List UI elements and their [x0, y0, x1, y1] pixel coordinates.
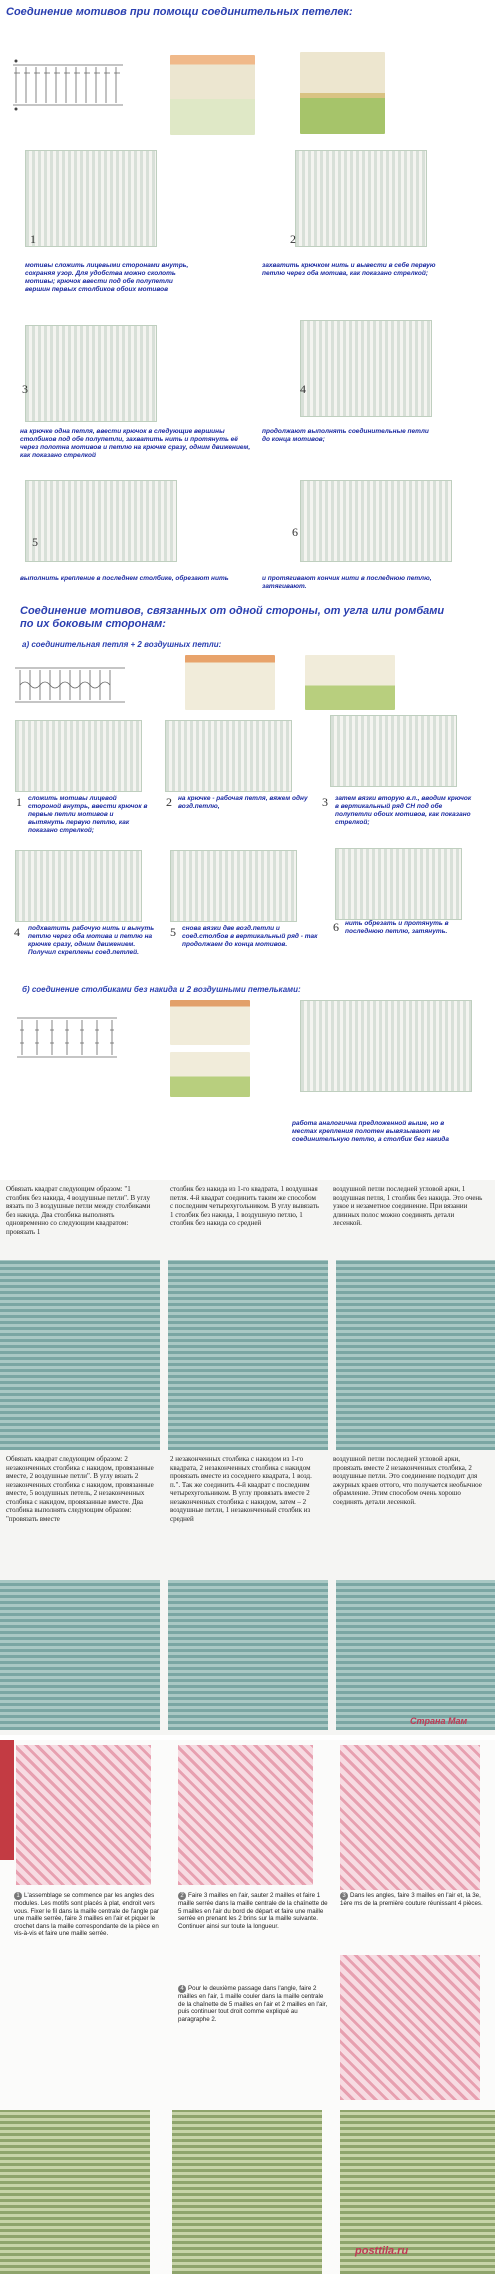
crochet-chart-3: [12, 1010, 122, 1065]
s2-step4-number: 4: [14, 925, 20, 939]
step1-caption: мотивы сложить лицевыми сторонами внутрь, сохраняя узор. Для удобства можно сколоть мотивы; крючок ввести под обе полупетли вершин первых столбиков обоих мотивов: [25, 262, 189, 293]
step3-number: 3: [22, 382, 28, 396]
s4-green-2: [172, 2110, 322, 2274]
step4-illustration: [300, 320, 432, 417]
step2-number: 2: [290, 232, 296, 246]
s2-step3-number: 3: [322, 795, 328, 809]
s2-step5-number: 5: [170, 925, 176, 939]
swatch-photo-2: [300, 52, 385, 134]
s3-col1-mid: Обвязать квадрат следующим образом: 2 незаконченных столбика с накидом, провязанные вместе, 2 воздушные петли". В углу вязать 2 незаконченных столбика с накидом, провязанные вместе, 5 воздушных петель, 2 незаконченных столбика с накидом, провязанные вместе. Два столбика выполнять следующим образом: "провязать вместе: [6, 1455, 154, 1523]
step3-illustration: [25, 325, 157, 422]
s2-step6-illustration: [335, 848, 462, 920]
s2-step6-caption: нить обрезать и протянуть в последнюю петлю, затянуть.: [345, 920, 449, 935]
s2-step4-illustration: [15, 850, 142, 922]
s2-step4-caption: подхватить рабочую нить и вынуть петлю через оба мотива и петлю на крючке сразу, одним движением. Получил скреплены соед.петлей.: [28, 925, 155, 956]
s4-badge-2: 2: [178, 1892, 186, 1900]
step6-number: 6: [292, 525, 298, 539]
s4-step4: [178, 1985, 328, 2023]
s4-step2-text: Faire 3 mailles en l'air, sauter 2 mailles et faire 1 maille serrée dans la maille centrale de la chaînette de 5 mailles en l'air du bord de départ et faire une maille serrée en prenant les 2 brins sur la maille suivante. Continuer ainsi sur toute la longueur.: [178, 1892, 328, 1930]
s4-badge-4: 4: [178, 1985, 186, 1993]
s2-step1-number: 1: [16, 795, 22, 809]
s2b-illustration: [300, 1000, 472, 1092]
swatch-photo-6: [170, 1052, 250, 1097]
s4-step1: [14, 1892, 164, 1938]
s2-step1-illustration: [15, 720, 142, 792]
s2-step2-illustration: [165, 720, 292, 792]
s3-photo-5: [168, 1580, 328, 1730]
step6-illustration: [300, 480, 452, 562]
s3-col1-top: Обвязать квадрат следующим образом: "1 столбик без накида, 4 воздушные петли". В углу вязать по 3 воздушные петли между столбиками без накида. Два столбика выполнять одновременно со следующим квадратом: провязать 1: [6, 1185, 151, 1236]
s2-step3-caption: затем вязки вторую в.п., вводим крючок в вертикальный ряд СН под обе полупетли обоих мотивов, как показано стрелкой;: [335, 795, 472, 826]
step5-number: 5: [32, 535, 38, 549]
s4-watermark: posttila.ru: [355, 2245, 409, 2257]
s4-step3: [340, 1892, 485, 1908]
s3-col2-top: столбик без накида из 1-го квадрата, 1 воздушная петля. 4-й квадрат соединить таким же способом с последним четырехугольником. В углу вывязать 1 столбик без накида, 1 воздушную петлю, 1 столбик без накида со средней: [170, 1185, 319, 1227]
s2-step2-caption: на крючке - рабочая петля, вяжем одну возд.петлю,: [178, 795, 308, 810]
s4-pink-3: [340, 1745, 480, 1890]
step4-number: 4: [300, 382, 306, 396]
s4-pink-1: [16, 1745, 151, 1885]
s3-watermark: Страна Мам: [410, 1716, 468, 1726]
s2-step1-caption: сложить мотивы лицевой стороной внутрь, ввести крючок в первые петли мотивов и вытянуть первую петлю, как показано стрелкой;: [28, 795, 148, 834]
s2-step5-illustration: [170, 850, 297, 922]
step2-caption: захватить крючком нить и вывести в себе первую петлю через оба мотива, как показано стрелкой;: [262, 262, 436, 277]
step2-illustration: [295, 150, 427, 247]
step3-caption: на крючке одна петля, ввести крючок в следующие вершины столбиков под обе полупетли, захватить нить и протянуть её через полотна мотивов и петлю на крючке сразу, одним движением, как показано стрелкой: [20, 428, 251, 459]
s3-photo-6: [336, 1580, 495, 1730]
crochet-chart-2: [10, 660, 130, 710]
s2-step2-number: 2: [166, 795, 172, 809]
swatch-photo-1: [170, 55, 255, 135]
s4-pink-4: [340, 1955, 480, 2100]
swatch-photo-3: [185, 655, 275, 710]
s4-badge-3: 3: [340, 1892, 348, 1900]
step5-caption: выполнить крепление в последнем столбике, обрезают нить: [20, 575, 229, 582]
s4-step2: [178, 1892, 328, 1930]
swatch-photo-4: [305, 655, 395, 710]
section1-title: Соединение мотивов при помощи соединительных петелек:: [6, 6, 353, 18]
s3-photo-3: [336, 1260, 495, 1450]
step5-illustration: [25, 480, 177, 562]
step4-caption: продолжают выполнять соединительные петли до конца мотивов;: [262, 428, 429, 443]
s3-photo-4: [0, 1580, 160, 1730]
s3-col2-mid: 2 незаконченных столбика с накидом из 1-го квадрата, 2 незаконченных столбика с накидом провязать вместе из соседнего квадрата, 1 возд. п.". Так же соединить 4-й квадрат с последним четырехугольником. В углу провязать вместе 2 незаконченных столбика с накидом, затем – 2 воздушные петли, 1 незаконченный столбик из средней: [170, 1455, 312, 1523]
step1-number: 1: [30, 232, 36, 246]
s2-step5-caption: снова вязки две возд.петли и соед.столбов в вертикальный ряд - так продолжаем до конца мотивов.: [182, 925, 318, 948]
s3-col3-mid: воздушной петли последней угловой арки, провязать вместе 2 незаконченных столбика, 2 воздушные петли. Это соединение подходит для ажурных краев оттого, что получается необычное обрамление. Этим способом очень хорошо соединять детали лесенкой.: [333, 1455, 482, 1506]
section2-sub-a: а) соединительная петля + 2 воздушных петли:: [22, 640, 222, 649]
section2-title: Соединение мотивов, связанных от одной стороны, от угла или ромбами по их боковым сторонам:: [20, 605, 445, 630]
section2-sub-b: б) соединение столбиками без накида и 2 воздушными петельками:: [22, 985, 301, 994]
s4-badge-1: 1: [14, 1892, 22, 1900]
s4-step3-text: Dans les angles, faire 3 mailles en l'air et, la 3e, 1ère ms de la première couture réunissant 4 pièces.: [340, 1892, 483, 1907]
s3-col3-top: воздушной петли последней угловой арки, 1 воздушная петля, 1 столбик без накида. Это очень узкое и незаметное соединение. При вязании длинных полос можно соединять детали лесенкой.: [333, 1185, 483, 1227]
s2-step3-illustration: [330, 715, 457, 787]
s4-step4-text: Pour le deuxième passage dans l'angle, faire 2 mailles en l'air, 1 maille couler dans la maille centrale de la chaînette de 5 mailles en l'air et 2 mailles en l'air, puis continuer tout droit comme expliqué au paragraphe 2.: [178, 1985, 328, 2023]
s2-step6-number: 6: [333, 920, 339, 934]
swatch-photo-5: [170, 1000, 250, 1045]
s4-green-1: [0, 2110, 150, 2274]
step6-caption: и протягивают кончик нити в последнюю петлю, затягивают.: [262, 575, 432, 590]
s4-pink-2: [178, 1745, 313, 1885]
s4-step1-text: L'assemblage se commence par les angles des modules. Les motifs sont placés à plat, endroit vers vous. Fixer le fil dans la maille centrale de l'angle par une maille serrée, faire 3 mailles en l'air et piquer le crochet dans la maille correspondante de la pièce en vis-à-vis et faire une maille serrée.: [14, 1892, 159, 1938]
s2b-note: работа аналогична предложенной выше, но в местах крепления полотен вывязывают не соединительную петлю, а столбик без накида: [292, 1120, 449, 1143]
step1-illustration: [25, 150, 157, 247]
s3-photo-2: [168, 1260, 328, 1450]
crochet-chart-1: [8, 55, 128, 115]
s4-red-edge: [0, 1740, 14, 1860]
s3-photo-1: [0, 1260, 160, 1450]
